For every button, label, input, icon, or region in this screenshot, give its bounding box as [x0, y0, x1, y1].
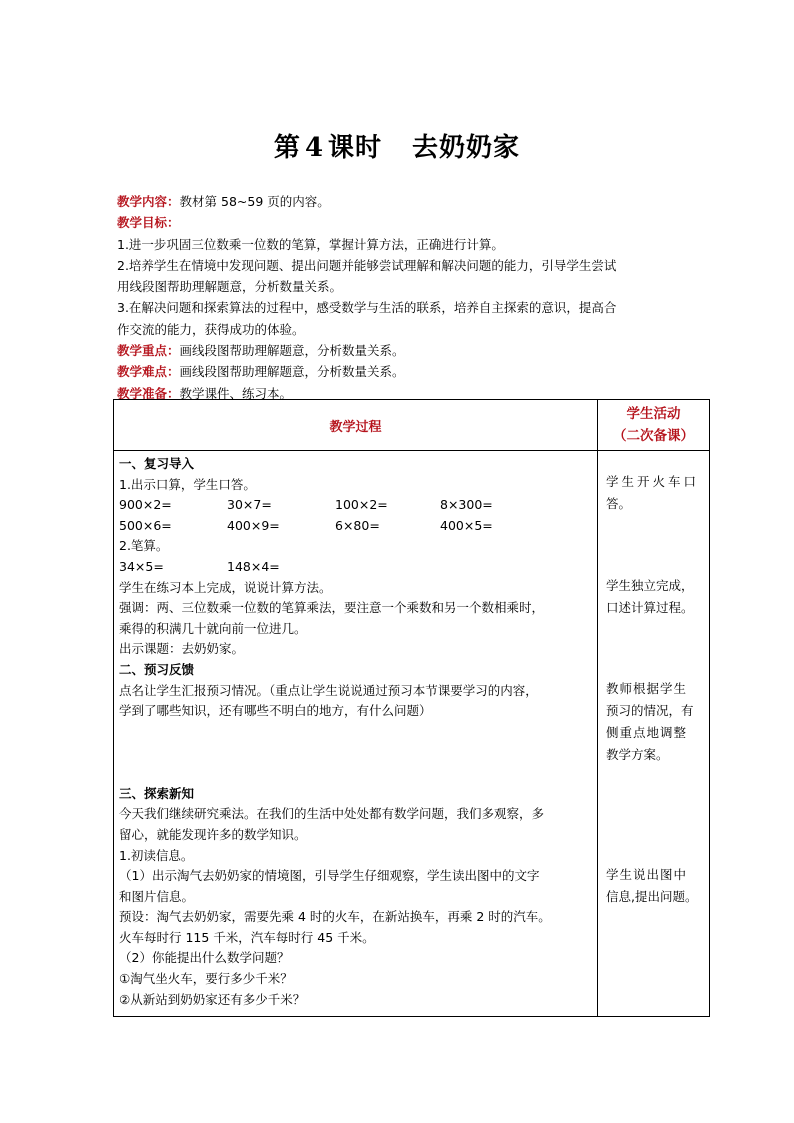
text-line: 2.笔算。	[119, 538, 169, 554]
expression: 100×2=	[335, 497, 388, 513]
written-row	[119, 557, 593, 578]
text-line: 乘得的积满几十就向前一位进几。	[119, 620, 307, 636]
meta-text: 画线段图帮助理解题意，分析数量关系。	[179, 343, 405, 359]
expression: 500×6=	[119, 517, 172, 533]
text-line: （2）你能提出什么数学问题？	[119, 950, 290, 966]
header-teaching-process: 教学过程	[114, 400, 598, 451]
note-line: 教学方案。	[606, 747, 669, 762]
expression: 34×5=	[119, 558, 164, 574]
note-line: 口述计算过程。	[606, 600, 694, 615]
meta-key-points	[117, 340, 717, 361]
text-line: 学到了哪些知识，还有哪些不明白的地方，有什么问题）	[119, 703, 432, 719]
note-line: 答。	[606, 496, 632, 511]
meta-text: 教学课件、练习本。	[179, 385, 293, 401]
title-number: 4	[304, 133, 325, 163]
expression: 900×2=	[119, 497, 172, 513]
section-heading: 二、预习反馈	[119, 661, 195, 677]
meta-label: 教学难点：	[117, 364, 180, 380]
text-line: 出示课题：去奶奶家。	[119, 641, 245, 657]
meta-label: 教学内容：	[117, 194, 180, 209]
lesson-meta	[117, 191, 717, 404]
expression: 8×300=	[440, 497, 493, 513]
note-line: 教师根据学生	[606, 681, 688, 696]
activity-note	[606, 864, 705, 908]
text-line: 点名让学生汇报预习情况。（重点让学生说说通过预习本节课要学习的内容，	[119, 682, 538, 698]
activity-note	[606, 471, 705, 515]
meta-label: 教学重点：	[117, 343, 180, 359]
goal-line: 用线段图帮助理解题意，分析数量关系。	[117, 279, 343, 295]
note-line: 学生独立完成，	[606, 578, 694, 593]
activity-note	[606, 678, 705, 766]
note-line: 侧重点地调整	[606, 725, 688, 740]
blank-space	[119, 722, 593, 784]
note-line: 学生开火车口	[606, 474, 700, 489]
header-student-activity	[598, 400, 710, 451]
title-prefix: 第	[273, 133, 301, 163]
goal-line: 1.进一步巩固三位数乘一位数的笔算，掌握计算方法，正确进行计算。	[117, 236, 504, 252]
text-line: 1.出示口算，学生口答。	[119, 476, 256, 492]
meta-label: 教学目标：	[117, 215, 180, 231]
goal-line: 3.在解决问题和探索算法的过程中，感受数学与生活的联系，培养自主探索的意识，提高合	[117, 300, 617, 316]
table-header-row	[114, 400, 710, 451]
note-line: 信息,提出问题。	[606, 889, 698, 904]
lesson-name: 去奶奶家	[412, 133, 521, 163]
title-suffix: 课时	[328, 133, 383, 163]
header-side-line: 学生活动	[626, 406, 681, 422]
expression: 400×5=	[440, 517, 493, 533]
meta-text: 教材第 58~59 页的内容。	[179, 194, 330, 209]
text-line: 强调：两、三位数乘一位数的笔算乘法，要注意一个乘数和另一个数相乘时，	[119, 600, 545, 616]
meta-content	[117, 191, 717, 212]
text-line: 今天我们继续研究乘法。在我们的生活中处处都有数学问题，我们多观察，多	[119, 806, 545, 822]
expression: 6×80=	[335, 517, 380, 533]
text-line: 1.初读信息。	[119, 847, 194, 863]
goal-line: 2.培养学生在情境中发现问题、提出问题并能够尝试理解和解决问题的能力，引导学生尝试	[117, 257, 617, 273]
oral-row	[119, 495, 593, 516]
meta-goals	[117, 212, 717, 233]
text-line: 火车每时行 115 千米，汽车每时行 45 千米。	[119, 929, 375, 945]
text-line: ②从新站到奶奶家还有多少千米？	[119, 991, 306, 1007]
activity-note	[606, 575, 705, 619]
text-line: 和图片信息。	[119, 888, 195, 904]
text-line: ①淘气坐火车，要行多少千米？	[119, 971, 293, 987]
table-body-row	[114, 451, 710, 1017]
text-line: 学生在练习本上完成，说说计算方法。	[119, 579, 332, 595]
text-line: （1）出示淘气去奶奶家的情境图，引导学生仔细观察，学生读出图中的文字	[119, 868, 540, 884]
section-heading: 一、复习导入	[119, 456, 195, 471]
expression: 400×9=	[227, 517, 280, 533]
text-line: 留心，就能发现许多的数学知识。	[119, 826, 307, 842]
student-activity-cell	[598, 451, 710, 1017]
meta-text: 画线段图帮助理解题意，分析数量关系。	[179, 364, 405, 380]
meta-label: 教学准备：	[117, 385, 180, 401]
note-line: 学生说出图中	[606, 867, 688, 882]
text-line: 预设：淘气去奶奶家，需要先乘 4 时的火车，在新站换车，再乘 2 时的汽车。	[119, 909, 551, 925]
oral-row	[119, 516, 593, 537]
expression: 30×7=	[227, 497, 272, 513]
section-heading: 三、探索新知	[119, 785, 195, 801]
expression: 148×4=	[227, 558, 280, 574]
page-title	[0, 127, 794, 164]
note-line: 预习的情况，有	[606, 703, 694, 718]
meta-difficulties	[117, 361, 717, 382]
goal-line: 作交流的能力，获得成功的体验。	[117, 321, 305, 337]
lesson-plan-table	[113, 399, 710, 1017]
header-side-line: （二次备课）	[613, 428, 694, 444]
teaching-process-cell	[114, 451, 598, 1017]
